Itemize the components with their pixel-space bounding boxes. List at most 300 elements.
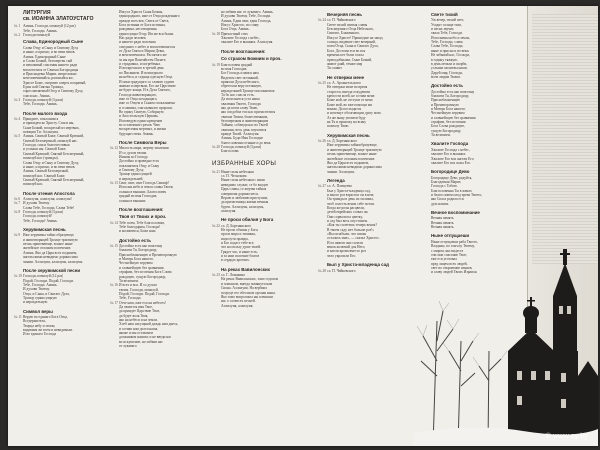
line-text: Видехом свет истинный, (221, 75, 259, 80)
line-text: сл. П. Чайковского (327, 268, 356, 273)
line-text: Отца, и Сына, и Святаго Духа, (23, 291, 70, 296)
line-text: ныне и присно и во веки. (431, 48, 470, 53)
line-text: И всех и вся. И со духом (119, 283, 157, 288)
chant-heading: Слава, Единородный Сыне (23, 39, 84, 45)
item-number (110, 199, 119, 203)
item-number: № 4 (14, 117, 21, 122)
line-text: Святаго, Блаженнаго, (327, 31, 360, 36)
line-text: Тебе, Господи, слава. (431, 40, 464, 45)
line-text: сшедшаго с небес и воплотившагося (119, 44, 175, 49)
line-text: Господи помилуй (23, 33, 50, 38)
church-photo (413, 201, 598, 446)
line-text: Вечная память. (431, 216, 455, 221)
spacer (422, 79, 534, 81)
line-text: Ныне силы небесныя (221, 169, 254, 174)
text-line (212, 304, 314, 308)
line-text: Господи, помилуй (3 раза) (23, 97, 64, 102)
line-text: покланятися Отцу и Сыну (119, 163, 160, 168)
line-text: и ныне, и присно, и во веки веков. (23, 164, 76, 169)
item-number: № 24 (318, 18, 326, 23)
item-number: № 20 (212, 145, 220, 150)
line-text: Они сорвали по цветку, (327, 214, 363, 219)
chant-heading: Твоя от Твоих и проч. (119, 214, 167, 220)
line-text: Та бо нас спасла есть. (221, 92, 255, 97)
line-text: Уходит солнце тихо, (431, 22, 463, 27)
line-text: И со духом твоим. (119, 150, 148, 155)
item-number (110, 132, 119, 136)
title-line-1: ЛИТУРГИЯ (23, 10, 51, 16)
line-text: Аминь. Яко да Царя всех подымем, (23, 250, 78, 255)
line-text: Аллилуия, аллилуия. (221, 303, 254, 308)
line-text: и Матерь Бога нашего. (119, 257, 154, 262)
line-text: Присноблаженную и Пренепорочную (119, 252, 177, 257)
line-text: И во единаго Господа (23, 332, 57, 337)
line-text: должником нашим; и не введи нас (119, 335, 172, 340)
line-text: Присноблаженную (431, 98, 461, 103)
line-text: иже со Отцем и Сыном спокланяема (119, 101, 175, 106)
line-text: да приидет Царствие Твое, (119, 309, 161, 314)
line-text: и исчезнут оболгающии душу мою. (327, 111, 382, 116)
line-text: от лукаваго. (119, 344, 138, 348)
line-text: Исполнь небо и земля славы Твоея; (119, 185, 174, 190)
line-text: Был у Христа-младенца сад, (327, 188, 371, 193)
line-text: Грядет час, и ныне есть, (221, 249, 258, 254)
line-text: Владыко, по глаголу Твоему, (431, 244, 475, 249)
line-text: благословенно отныне и до века. (221, 140, 272, 145)
line-text: и славу людей Твоих Израиля. (431, 270, 478, 275)
line-text: рождшую, сущую Богородицу, (119, 274, 166, 279)
line-text: единороднаго, иже от Отца рожденнаго (119, 14, 180, 19)
line-text: и страдавша, и погребенна. (119, 62, 161, 67)
line-text: за ны при Понтийстем Пилате, (119, 57, 167, 62)
watermark-text: © www.ay.by (545, 433, 588, 440)
line-text: Честнейшую херувим (119, 261, 153, 266)
line-text: И духови Твоему. (23, 287, 50, 292)
line-text: еже еси уготовал (431, 257, 457, 262)
line-text: Тебе поем, Тебе благословим, (119, 220, 165, 225)
item-number: № 1 (14, 24, 21, 29)
line-text: Господи, спаси благочестивыя (23, 143, 70, 148)
line-text: И паки грядущаго со славою судити (119, 79, 175, 84)
line-text: Царь славы, се жертва тайная (221, 187, 267, 192)
line-text: Подай, Господи. Подай, Господи. (119, 291, 170, 296)
chant-heading: Херувимская песнь (327, 132, 370, 138)
item-number: № 6 (14, 196, 21, 201)
line-text: и услыши ны. Святый Боже, (23, 147, 67, 152)
line-text: Подай, Господи. Подай, Господи. (23, 278, 74, 283)
line-text: спаси нас. Аминь. (23, 93, 51, 98)
line-text: яко на небеси и на земли. (119, 317, 158, 322)
line-text: Тебе, Господи. Аминь. (23, 102, 58, 107)
line-text: святым Твоим, божественным, (221, 114, 269, 119)
line-text: И из шипов они сплели (327, 240, 363, 245)
line-text: будущаго века. Аминь. (119, 131, 154, 136)
item-number (212, 304, 221, 308)
liturgy-title (14, 10, 106, 22)
line-text: твоим. Господи, помилуй. (119, 287, 159, 292)
item-number (212, 258, 221, 262)
spacer (212, 154, 314, 156)
spacer (318, 71, 416, 73)
line-text: Тебе, Господи! Аминь. (23, 218, 58, 223)
chant-heading: Со страхом Божиим и проч. (221, 56, 282, 62)
line-text: Слава Тебе, Господи, (431, 44, 464, 49)
line-text: Свете тихий святыя славы (327, 22, 368, 27)
line-text: Не проси обилия у Бога, (221, 227, 259, 232)
text-line (110, 344, 206, 348)
line-text: Боже мой, во еже помощи ми (327, 102, 372, 107)
line-text: и Приснодевы Марии, непреложно (23, 71, 77, 76)
line-text: Отче наш, иже еси на небесех! (119, 300, 167, 305)
line-text: Творца небу и земли, (23, 323, 56, 328)
line-text: и припадем ко Христу. Спаси ны, (23, 121, 75, 126)
line-text: что на пользу душе твоей. (221, 245, 261, 250)
line-text: видимым же всем и невидимым. (23, 328, 73, 333)
item-number (318, 254, 327, 258)
item-number: № 14 (110, 220, 118, 225)
item-number: № 19 (212, 62, 220, 67)
item-number: № 16 (110, 283, 118, 288)
line-text: грядый во имя Господне, (119, 194, 158, 199)
line-text: Бога Отца. Аминь. (221, 27, 250, 32)
line-text: Святый Крепкий, Святый Безсмертный, (23, 151, 85, 156)
line-text: преподобными, Сыне Божий, (327, 57, 372, 62)
item-number (14, 102, 23, 106)
chant-heading: На реках Вавилонских (221, 266, 271, 272)
line-text: Господи, помилуй! (23, 214, 52, 219)
line-text: во искушение, но избави нас (119, 339, 163, 344)
line-text: Даруй мир, Господи, (431, 70, 463, 75)
line-text: Аминь. Господи, помилуй (12 раз) (23, 24, 76, 29)
line-text: детей еврейских созвал он; (327, 210, 369, 215)
line-text: Тя величаем. (431, 133, 451, 138)
line-text: поющия Ти: Аллилуия. (23, 130, 59, 135)
line-text: В твоем саду нет больше роз!» (327, 227, 375, 232)
item-number: № 8 (14, 210, 21, 214)
line-text: спрославляемый Отцу и Святому Духу, (23, 89, 84, 94)
line-text: похвалу Твою. (327, 124, 350, 129)
line-text: яко да поем славу Твою, (221, 106, 259, 110)
line-text: посреде его обесихом органы наша. (221, 290, 276, 295)
section-title: ИЗБРАННЫЕ ХОРЫ (212, 159, 277, 167)
line-text: Господи, помилуй (3 раза) (221, 145, 262, 150)
item-number: № 17 (110, 300, 118, 305)
item-number (14, 182, 23, 186)
line-text: и плакахом, внегда помянути нам (221, 281, 273, 286)
line-text: Христе Боже, смертию смерть поправый, (23, 80, 87, 85)
line-text: Бога истинна от Бога истинна, (119, 23, 166, 28)
line-text: Достойно есть яко воистину (431, 89, 475, 94)
line-text: Не забывай нас, Господи, (431, 53, 470, 58)
line-text: Аминь. Святый Боже, Святый Крепкий, (23, 134, 84, 139)
line-text: Аминь. Единородный Сыне (23, 54, 66, 59)
line-text: Аминь. Святый Безсмертный, (23, 169, 69, 174)
line-text: и Апостольскую Церковь. (119, 114, 159, 119)
spacer (14, 223, 106, 225)
line-text: Приидите, поклонимся (23, 117, 59, 122)
line-text: яко Спаса родила еси (431, 197, 464, 202)
chant-heading: После возглашения: (221, 48, 266, 54)
line-text: Господа животворящаго, (119, 92, 157, 97)
item-number (212, 209, 221, 213)
line-text: и ныне, и присно, и во веки веков. (23, 50, 76, 55)
line-text: помилуй нас. (23, 182, 44, 187)
record-sleeve (8, 6, 598, 446)
line-text: серафим, без истления (431, 120, 466, 125)
line-text: Верую во единаго Бога Отца, (23, 315, 68, 320)
line-text: и остави нам долги наша, (119, 326, 159, 331)
spacer (318, 258, 416, 260)
line-text: Иисус Христос, во славу (221, 23, 259, 28)
line-text: живот даяй, темже мир (327, 61, 363, 66)
chant-heading: Был у Христа-младенца сад (327, 262, 389, 268)
line-text: сл. А. Архангельского (327, 80, 361, 85)
line-text: якоже и мы оставляем (119, 330, 153, 335)
item-number (318, 66, 327, 70)
line-text: и сад был весь опустошен. (327, 219, 368, 224)
line-text: и Святому Духу, (119, 168, 144, 173)
line-text: Иже херувимы тайно образующе, (23, 233, 75, 238)
item-number: № 13 (110, 181, 118, 186)
line-text: блажити Тя, Богородицу, (119, 248, 157, 253)
line-text: яко сподобил еси нас причаститися (221, 110, 276, 115)
line-text: Нас ради человек (119, 36, 146, 41)
title-line-2: св. ИОАННА ЗЛАТОУСТАГО (23, 16, 94, 23)
line-text: осанна в вышних. (119, 198, 147, 203)
item-number (212, 149, 221, 153)
line-text: ищи пути правды, (221, 236, 249, 241)
line-text: но избави нас от лукаваго. Аминь. (221, 10, 274, 14)
line-text: с миром; яко видеста (431, 248, 464, 253)
line-text: и нераздельную. (23, 300, 49, 305)
item-number: № 27 (318, 184, 326, 189)
line-text: душ наших. (431, 201, 450, 206)
line-text: да причастницы жизни вечныя (221, 200, 269, 205)
line-text: правде Твоей. Аллилуия. (221, 132, 260, 137)
line-text: Тебе, Господи. Аминь. (23, 28, 58, 33)
line-text: Тебе благодарим, Господи! (119, 225, 161, 229)
line-text: Вседержителя, (23, 319, 46, 324)
line-text: хвалите Его в вышних. (431, 152, 467, 157)
item-number (14, 332, 23, 336)
line-text: в день печали и скорби, (431, 61, 468, 66)
line-text: Уж вечер, тихий свет, (431, 18, 464, 23)
line-text: Ныне отпущаеши раба Твоего, (431, 239, 478, 244)
line-text: Яко да Царя всех подымем, (327, 160, 369, 165)
line-text: сл. Д. Бортнянского (221, 223, 252, 228)
line-text: во оставление грехов. Чаю (119, 122, 160, 127)
line-text: чинми. Аллилуия, аллилуия, аллилуия. (23, 259, 84, 264)
line-text: Бога Слова рождшую, (431, 124, 465, 129)
line-text: Благодатная Марие, (431, 179, 462, 184)
line-text: Достойно и праведно есть (119, 159, 160, 164)
line-text: Святый Безсмертный, помилуй нас. (23, 138, 78, 143)
text-column-4 (318, 10, 416, 440)
line-text: да будет воля Твоя, (119, 313, 149, 318)
item-number: № 18 (212, 31, 220, 36)
line-text: Троицу единосущную (23, 295, 57, 300)
line-text: Когда же розы расцвели, (327, 206, 365, 210)
line-text: Вечная память. (431, 225, 455, 230)
line-text: Троице единосущней (119, 172, 152, 177)
line-text: Свят, свят, свят Господь Саваоф! (119, 181, 169, 186)
item-number (14, 219, 23, 223)
line-text: Исповедую едино крещение (119, 118, 163, 123)
line-text: нас о словесех песней. (221, 299, 256, 304)
line-text: Верою и любовию приступим, (221, 195, 268, 200)
item-number (212, 40, 221, 44)
line-text: ангельскими невидимо дориносима (23, 255, 78, 260)
line-text: Честнейшую херувим (431, 111, 465, 116)
line-text: Имамы ко Господу. (119, 155, 149, 160)
chant-heading: Достойно есть (119, 237, 151, 243)
line-text: и вочеловечшася. Распятаго же (119, 53, 167, 58)
line-text: и Бог подаст тебе все, (221, 241, 255, 245)
chant-heading: После малого входа (23, 110, 68, 116)
line-text: в сердцах кротких. (221, 258, 250, 263)
spacer (14, 107, 106, 109)
line-text: ангельскими невидимо дориносима (327, 165, 382, 170)
line-text: «Как ты сплетешь теперь венок? (327, 223, 377, 228)
line-text: воскресения мертвых, и жизни (119, 127, 167, 132)
line-text: свет во откровение языков, (431, 265, 473, 270)
item-number (110, 344, 119, 348)
chant-heading: Легенда (327, 177, 345, 183)
line-text: живым и мертвым, Его же Царствию (119, 83, 176, 88)
line-text: сл. П. Чайковского (327, 18, 356, 23)
line-text: на небеса, и седяща одесную Отца. (119, 75, 173, 80)
spacer (212, 45, 314, 47)
item-number: № 26 (318, 139, 326, 144)
line-text: Благословен грядый (221, 62, 253, 67)
chant-heading: Ныне отпущаеши (431, 233, 470, 239)
line-text: Бога. Достоин еси во вся (327, 48, 366, 53)
line-text: Хвалите Господа с небес, (431, 147, 470, 152)
line-text: и изволивый спасения нашего ради (23, 63, 78, 68)
line-text: венок колючий для Него, (327, 245, 366, 250)
line-text: пред лицем всех людей, (431, 261, 468, 266)
line-text: сл. А. Плещеева (327, 184, 352, 189)
line-text: крепости моей, не остави мене. (327, 93, 376, 98)
item-number: № 9 (14, 233, 21, 238)
line-text: Слава Отцу и Сыну и Святому Духу, (23, 160, 79, 165)
item-number: № 23 (212, 273, 220, 278)
line-text: в годину тяжкую, (431, 57, 458, 62)
line-text: чело украсили Его. (327, 253, 357, 258)
spacer (422, 165, 534, 167)
line-text: Исполнены небо и земля, (431, 35, 470, 40)
line-text: Тебе, Господи. (119, 296, 142, 301)
line-text: солнца, видевше свет вечерний, (327, 40, 376, 45)
line-text: И духови Твоему. (23, 201, 50, 206)
line-text: Хвалите Господа с небес, (221, 36, 260, 41)
line-text: Да святится имя Твое, (119, 304, 153, 309)
line-text: Аминь. Един свят, един Господь, (221, 18, 272, 23)
line-text: и много роз взрастил он в нем; (327, 192, 375, 197)
chant-heading: Не проси обилия у Бога (221, 217, 274, 223)
line-text: И духови Твоему. Тебе, Господи. (221, 14, 272, 19)
line-text: и благословен плод чрева Твоего, (431, 192, 483, 197)
line-text: Господи, помилуй (12 раз) (23, 274, 64, 279)
spacer (110, 136, 206, 138)
line-text: остались мне», — сказал Христос. (327, 236, 380, 241)
text-column-2 (110, 10, 206, 440)
item-number: № 2 (14, 33, 21, 38)
line-text: Боже мой, не отступи от мене, (327, 98, 374, 103)
item-number: № 10 (14, 274, 22, 279)
line-text: сл. П. Чеснокова (221, 174, 247, 179)
line-text: Ныне силы небесныя с нами (221, 178, 265, 183)
chant-heading: Вечерняя песнь (327, 12, 363, 17)
line-text: Хвалите Его вси ангели Его, (431, 156, 475, 161)
item-number: № 22 (212, 223, 220, 228)
line-text: сущую Богородицу, (431, 128, 462, 133)
line-text: песнь припевающе, всякое ныне (23, 242, 73, 247)
line-text: Аз же выну уповати буду (327, 115, 366, 120)
line-text: Иисусе Христе! Пришедше на запад (327, 35, 383, 40)
line-text: Причастный стих (221, 31, 248, 36)
line-text: и Матерь Бога нашего. (431, 107, 466, 111)
line-text: от Духа Свята и Марии Девы, (119, 49, 165, 54)
line-text: иже от Отца исходящаго, (119, 96, 158, 101)
line-text: Иисуса Христа Сына Божия, (119, 10, 163, 14)
line-text: Вечная память. (431, 220, 455, 225)
line-text: чтоб сплесть венок себе потом. (327, 201, 375, 206)
chant-heading: Не отвержи мене (327, 74, 365, 80)
line-text: прияхом Духа небеснаго, (221, 79, 260, 84)
line-text: Безсмертнаго Отца Небеснаго, (327, 27, 374, 32)
line-text: хвалите Его в вышних. Аллилуия. (221, 40, 274, 45)
line-text: услыши молитвы наши. (431, 66, 468, 71)
chant-heading: Свете тихий (431, 12, 458, 17)
chant-heading: Вечное воспоминание (431, 210, 480, 215)
item-number: № 12 (110, 146, 118, 151)
line-text: Сыне Божий, воскресый из мертвых, (23, 125, 80, 130)
line-text: очи мои спасение Твое, (431, 252, 467, 257)
chant-heading: Херувимская песнь (23, 227, 66, 233)
line-text: будем. Аллилуия, аллилуия, (221, 204, 265, 209)
line-text: житейское отложим попечение. (23, 246, 72, 251)
spacer (318, 129, 416, 131)
line-text: времена пет быти гласы (327, 53, 364, 58)
line-text: сл. Д. Бортнянского (327, 139, 358, 144)
line-text: аллилуия. (221, 208, 237, 213)
line-text: и славнейшую без сравнения (119, 265, 164, 270)
line-text: Хлеб наш насущный даждь нам днесь, (119, 322, 179, 327)
line-text: Богородице Дево, радуйся, (431, 175, 473, 180)
text-column-3 (212, 10, 314, 440)
line-text: Во едину Святую, Соборную (119, 109, 164, 114)
item-number (422, 133, 431, 137)
item-number (318, 124, 327, 128)
line-text: и песнь звучит, (431, 27, 455, 32)
line-text: проси мира и тишины, (221, 232, 256, 237)
item-number: № 5 (14, 134, 21, 139)
line-text: святыни, весь день поучатися (221, 127, 267, 132)
line-text: и сславима, глаголавшаго пророки. (119, 105, 173, 110)
chant-heading: После херувимской песни (23, 267, 81, 273)
line-text: обретохом веру истинную, (221, 84, 262, 89)
line-text: невидимо служат, се бо входит (221, 182, 269, 187)
spacer (110, 234, 206, 236)
spacer (318, 174, 416, 176)
line-text: Не отвержи мене во время (327, 85, 368, 90)
chant-heading: Достойно есть (431, 83, 463, 89)
spacer (110, 203, 206, 205)
line-text: и за ним спасение благое (221, 254, 260, 259)
line-text: Господи, помилуй (3 раза) (23, 210, 64, 214)
line-text: Милость мира, жертву хваления. (119, 146, 170, 151)
